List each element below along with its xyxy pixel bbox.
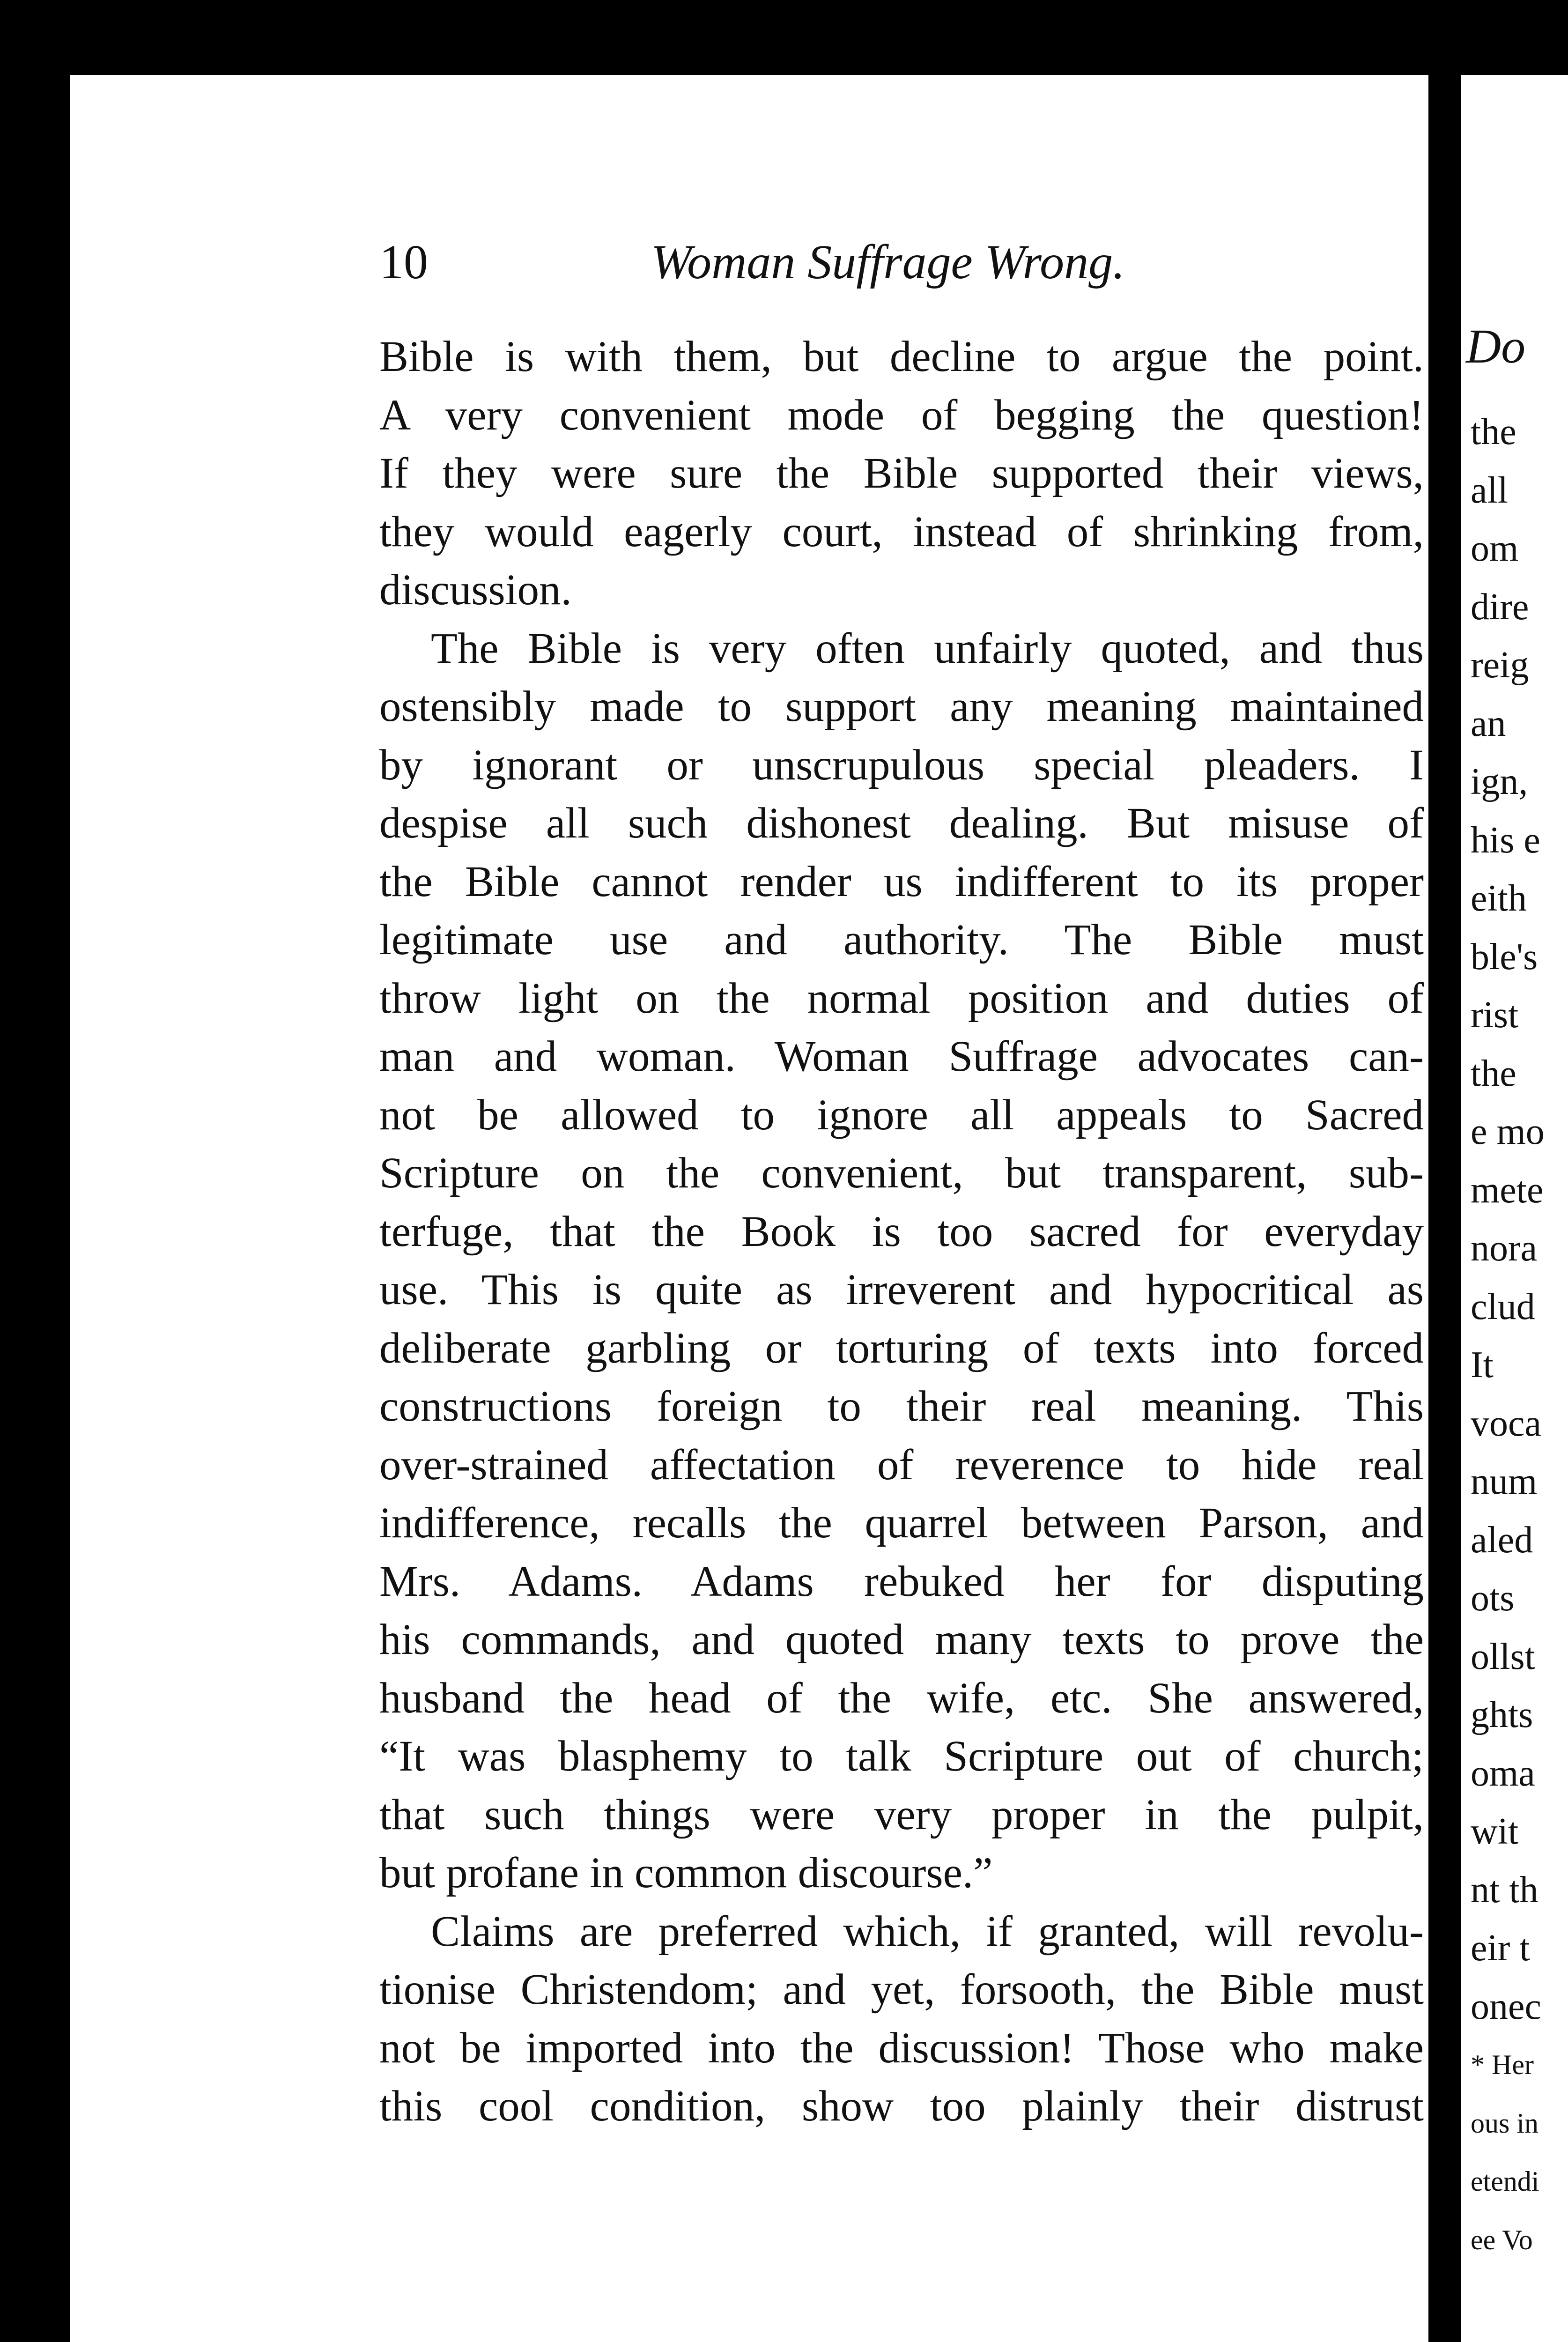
text-line: not be imported into the discussion! Those who make: [379, 2023, 1424, 2072]
text-line: the Bible cannot render us indifferent to its proper: [379, 857, 1424, 906]
text-line: Mrs. Adams. Adams rebuked her for disputing: [379, 1557, 1424, 1606]
text-line: tionise Christendom; and yet, forsooth, the Bible must: [379, 1965, 1424, 2014]
next-page-line: ign,: [1471, 761, 1528, 802]
text-line: use. This is quite as irreverent and hypocritical as: [379, 1266, 1424, 1314]
text-line: deliberate garbling or torturing of texts into forced: [379, 1324, 1424, 1372]
page-header: [379, 234, 1428, 304]
next-page-running-head: Do: [1466, 319, 1526, 373]
text-line: they would eagerly court, instead of shrinking from,: [379, 507, 1424, 556]
next-page-line: oma: [1471, 1752, 1535, 1794]
text-line: throw light on the normal position and duties of: [379, 974, 1424, 1023]
next-page-line: ble's: [1471, 936, 1538, 978]
running-head: Woman Suffrage Wrong.: [651, 235, 1125, 289]
page-number: 10: [379, 235, 428, 289]
text-line: by ignorant or unscrupulous special pleaders. I: [379, 741, 1424, 789]
text-line: but profane in common discourse.”: [379, 1849, 993, 1897]
next-page-line: ollst: [1471, 1636, 1535, 1677]
text-line: A very convenient mode of begging the question!: [379, 391, 1424, 439]
text-line: Bible is with them, but decline to argue the point.: [379, 333, 1424, 381]
text-line: husband the head of the wife, etc. She answered,: [379, 1674, 1424, 1722]
next-page-line: nora: [1471, 1228, 1538, 1269]
next-page-footnote-line: ee Vo: [1471, 2224, 1533, 2255]
text-line: terfuge, that the Book is too sacred for everyday: [379, 1207, 1424, 1256]
next-page-footnote-line: etendi: [1471, 2166, 1539, 2197]
next-page-footnote-line: * Her: [1471, 2049, 1534, 2080]
next-page-line: dire: [1471, 586, 1529, 628]
text-line: Scripture on the convenient, but transparent, sub-: [379, 1149, 1424, 1197]
next-page-edge: [1461, 75, 1568, 2342]
next-page-line: nt th: [1471, 1869, 1538, 1911]
text-line: If they were sure the Bible supported their views,: [379, 449, 1424, 497]
text-line: “It was blasphemy to talk Scripture out of church;: [379, 1732, 1424, 1780]
next-page-line: reig: [1471, 645, 1529, 686]
text-line: indifference, recalls the quarrel between Parson, and: [379, 1499, 1424, 1547]
text-line: that such things were very proper in the pulpit,: [379, 1790, 1424, 1839]
next-page-line: It: [1471, 1344, 1494, 1386]
next-page-line: onec: [1471, 1986, 1542, 2027]
next-page-line: aled: [1471, 1519, 1533, 1561]
next-page-lines: [1471, 403, 1545, 2269]
text-line: The Bible is very often unfairly quoted, and thus: [431, 624, 1424, 673]
next-page-line: num: [1471, 1461, 1538, 1502]
text-line: Claims are preferred which, if granted, will revolu-: [431, 1907, 1424, 1956]
next-page-line: voca: [1471, 1402, 1542, 1444]
next-page-line: rist: [1471, 994, 1519, 1036]
next-page-line: om: [1471, 528, 1519, 569]
text-line: discussion.: [379, 566, 572, 614]
text-line: his commands, and quoted many texts to prove the: [379, 1616, 1424, 1664]
next-page-line: mete: [1471, 1169, 1544, 1211]
text-line: constructions foreign to their real meaning. This: [379, 1382, 1424, 1430]
text-line: man and woman. Woman Suffrage advocates can-: [379, 1032, 1424, 1081]
next-page-line: eir t: [1471, 1927, 1530, 1969]
text-line: despise all such dishonest dealing. But misuse of: [379, 799, 1424, 847]
next-page-line: eith: [1471, 878, 1527, 919]
next-page-line: all: [1471, 469, 1508, 511]
body-text: [379, 328, 1424, 2136]
text-line: this cool condition, show too plainly their distrust: [379, 2082, 1424, 2130]
next-page-line: the: [1471, 411, 1516, 452]
next-page-line: ghts: [1471, 1694, 1533, 1735]
text-line: ostensibly made to support any meaning maintained: [379, 682, 1424, 731]
text-line: not be allowed to ignore all appeals to Sacred: [379, 1090, 1424, 1139]
text-line: over-strained affectation of reverence to hide real: [379, 1440, 1424, 1489]
next-page-line: e mo: [1471, 1111, 1545, 1152]
next-page-line: clud: [1471, 1286, 1535, 1327]
next-page-line: ots: [1471, 1578, 1515, 1619]
next-page-line: the: [1471, 1052, 1516, 1094]
next-page-line: an: [1471, 703, 1506, 744]
next-page-line: his e: [1471, 819, 1540, 861]
next-page-footnote-line: ous in: [1471, 2107, 1539, 2139]
text-line: legitimate use and authority. The Bible must: [379, 916, 1424, 964]
next-page-line: wit: [1471, 1811, 1519, 1852]
